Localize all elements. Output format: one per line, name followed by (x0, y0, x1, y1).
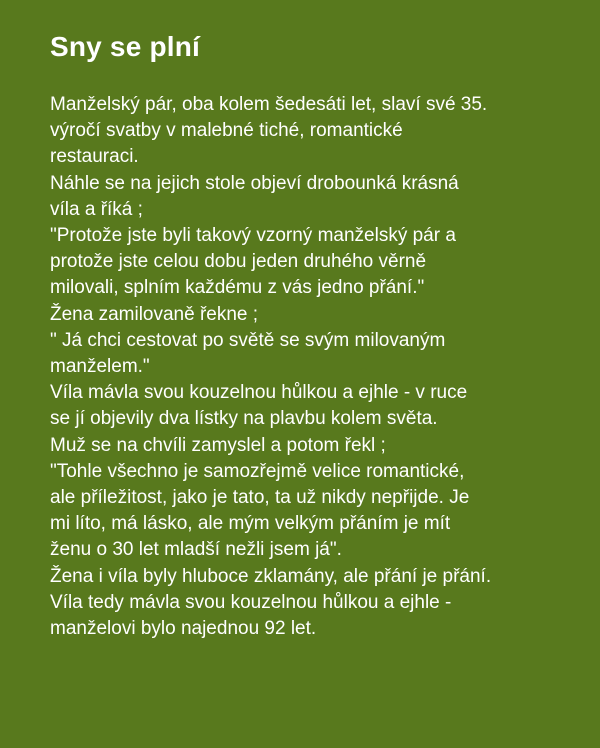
page-title: Sny se plní (50, 31, 201, 62)
story-line: Muž se na chvíli zamyslel a potom řekl ; (50, 434, 386, 456)
story-line: protože jste celou dobu jeden druhého věrně (50, 251, 427, 273)
story-line: manželovi bylo najednou 92 let. (50, 618, 317, 640)
story-line: Víla tedy mávla svou kouzelnou hůlkou a ejhle - (50, 591, 452, 613)
story-line: "Protože jste byli takový vzorný manželský pár a (50, 225, 456, 247)
story-line: ale příležitost, jako je tato, ta už nikdy nepřijde. Je (50, 487, 470, 509)
story-line: " Já chci cestovat po světě se svým milovaným (50, 329, 446, 351)
story-line: Žena zamilovaně řekne ; (50, 303, 259, 325)
story-line: ženu o 30 let mladší nežli jsem já". (50, 539, 342, 561)
story-line: víla a říká ; (50, 198, 143, 220)
story-line: mi líto, má lásko, ale mým velkým přáním je mít (50, 513, 451, 535)
story-line: se jí objevily dva lístky na plavbu kolem světa. (50, 408, 438, 430)
story-line: "Tohle všechno je samozřejmě velice romantické, (50, 460, 465, 482)
story-line: Náhle se na jejich stole objeví drobounká krásná (50, 172, 459, 194)
story-line: Víla mávla svou kouzelnou hůlkou a ejhle - v ruce (50, 382, 468, 404)
story-line: milovali, splním každému z vás jedno přání." (50, 277, 425, 299)
story-line: manželem." (50, 356, 150, 378)
story-line: restauraci. (50, 146, 139, 168)
story-line: výročí svatby v malebné tiché, romantické (50, 120, 403, 142)
story-text (50, 92, 560, 642)
story-line: Žena i víla byly hluboce zklamány, ale přání je přání. (50, 565, 492, 587)
story-line: Manželský pár, oba kolem šedesáti let, slaví své 35. (50, 94, 488, 115)
